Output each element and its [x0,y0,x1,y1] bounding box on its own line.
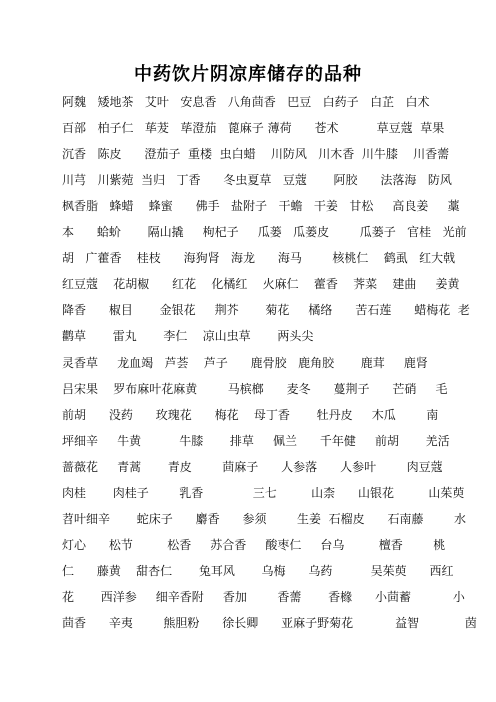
document-title: 中药饮片阴凉库储存的品种 [134,64,362,85]
text-line: 坪细辛 牛黄 牛膝 排草 佩兰 千年健 前胡 羌活 [62,434,450,448]
text-line: 吕宋果 罗布麻叶花麻黄 马槟榔 麦冬 蔓荆子 芒硝 毛 [62,382,448,396]
text-line: 茴香 辛夷 熊胆粉 徐长卿 亚麻子野菊花 益智 茵 [62,616,477,630]
text-line: 降香 椒目 金银花 荆芥 菊花 橘络 苦石莲 蜡梅花 老 [62,303,470,317]
text-line: 蔷薇花 青蒿 青皮 茴麻子 人参落 人参叶 肉豆蔻 [62,460,443,474]
text-line: 枫香脂 蜂蜡 蜂蜜 佛手 盐附子 干蟾 干姜 甘松 高良姜 藁 [62,199,460,213]
text-line: 前胡 没药 玫瑰花 梅花 母丁香 牡丹皮 木瓜 南 [62,408,439,422]
text-line: 灯心 松节 松香 苏合香 酸枣仁 台乌 檀香 桃 [62,538,446,552]
text-line: 肉桂 肉桂子 乳香 三七 山柰 山银花 山茱萸 [62,486,465,500]
text-line: 灵香草 龙血竭 芦荟 芦子 鹿骨胶 鹿角胶 鹿茸 鹿肾 [62,356,428,370]
text-line: 红豆蔻 花胡椒 红花 化橘红 火麻仁 藿香 荠菜 建曲 姜黄 [62,277,460,291]
text-line: 苕叶细辛 蛇床子 麝香 参须 生姜 石榴皮 石南藤 水 [62,512,467,526]
text-line: 百部 柏子仁 荜茇 荜澄茄 蓖麻子 薄荷 苍术 草豆蔻 草果 [62,121,445,135]
text-line: 仁 藤黄 甜杏仁 兔耳风 乌梅 乌药 吴茱萸 西红 [62,564,454,578]
text-line: 鹳草 雷丸 李仁 凉山虫草 两头尖 [62,329,314,343]
text-line: 沉香 陈皮 澄茄子 重楼 虫白蜡 川防风 川木香 川牛膝 川香薷 [62,147,450,161]
text-line: 阿魏 矮地茶 艾叶 安息香 八角茴香 巴豆 白药子 白芷 白术 [62,95,430,109]
text-line: 川芎 川紫菀 当归 丁香 冬虫夏草 豆蔻 阿胶 法落海 防风 [62,173,452,187]
text-line: 胡 广藿香 桂枝 海狗肾 海龙 海马 核桃仁 鹤虱 红大戟 [62,251,456,265]
text-line: 本 蛤蚧 隔山撬 枸杞子 瓜蒌 瓜蒌皮 瓜蒌子 官桂 光前 [62,225,467,239]
text-line: 花 西洋参 细辛香附 香加 香薷 香橼 小茴蓄 小 [62,590,465,604]
